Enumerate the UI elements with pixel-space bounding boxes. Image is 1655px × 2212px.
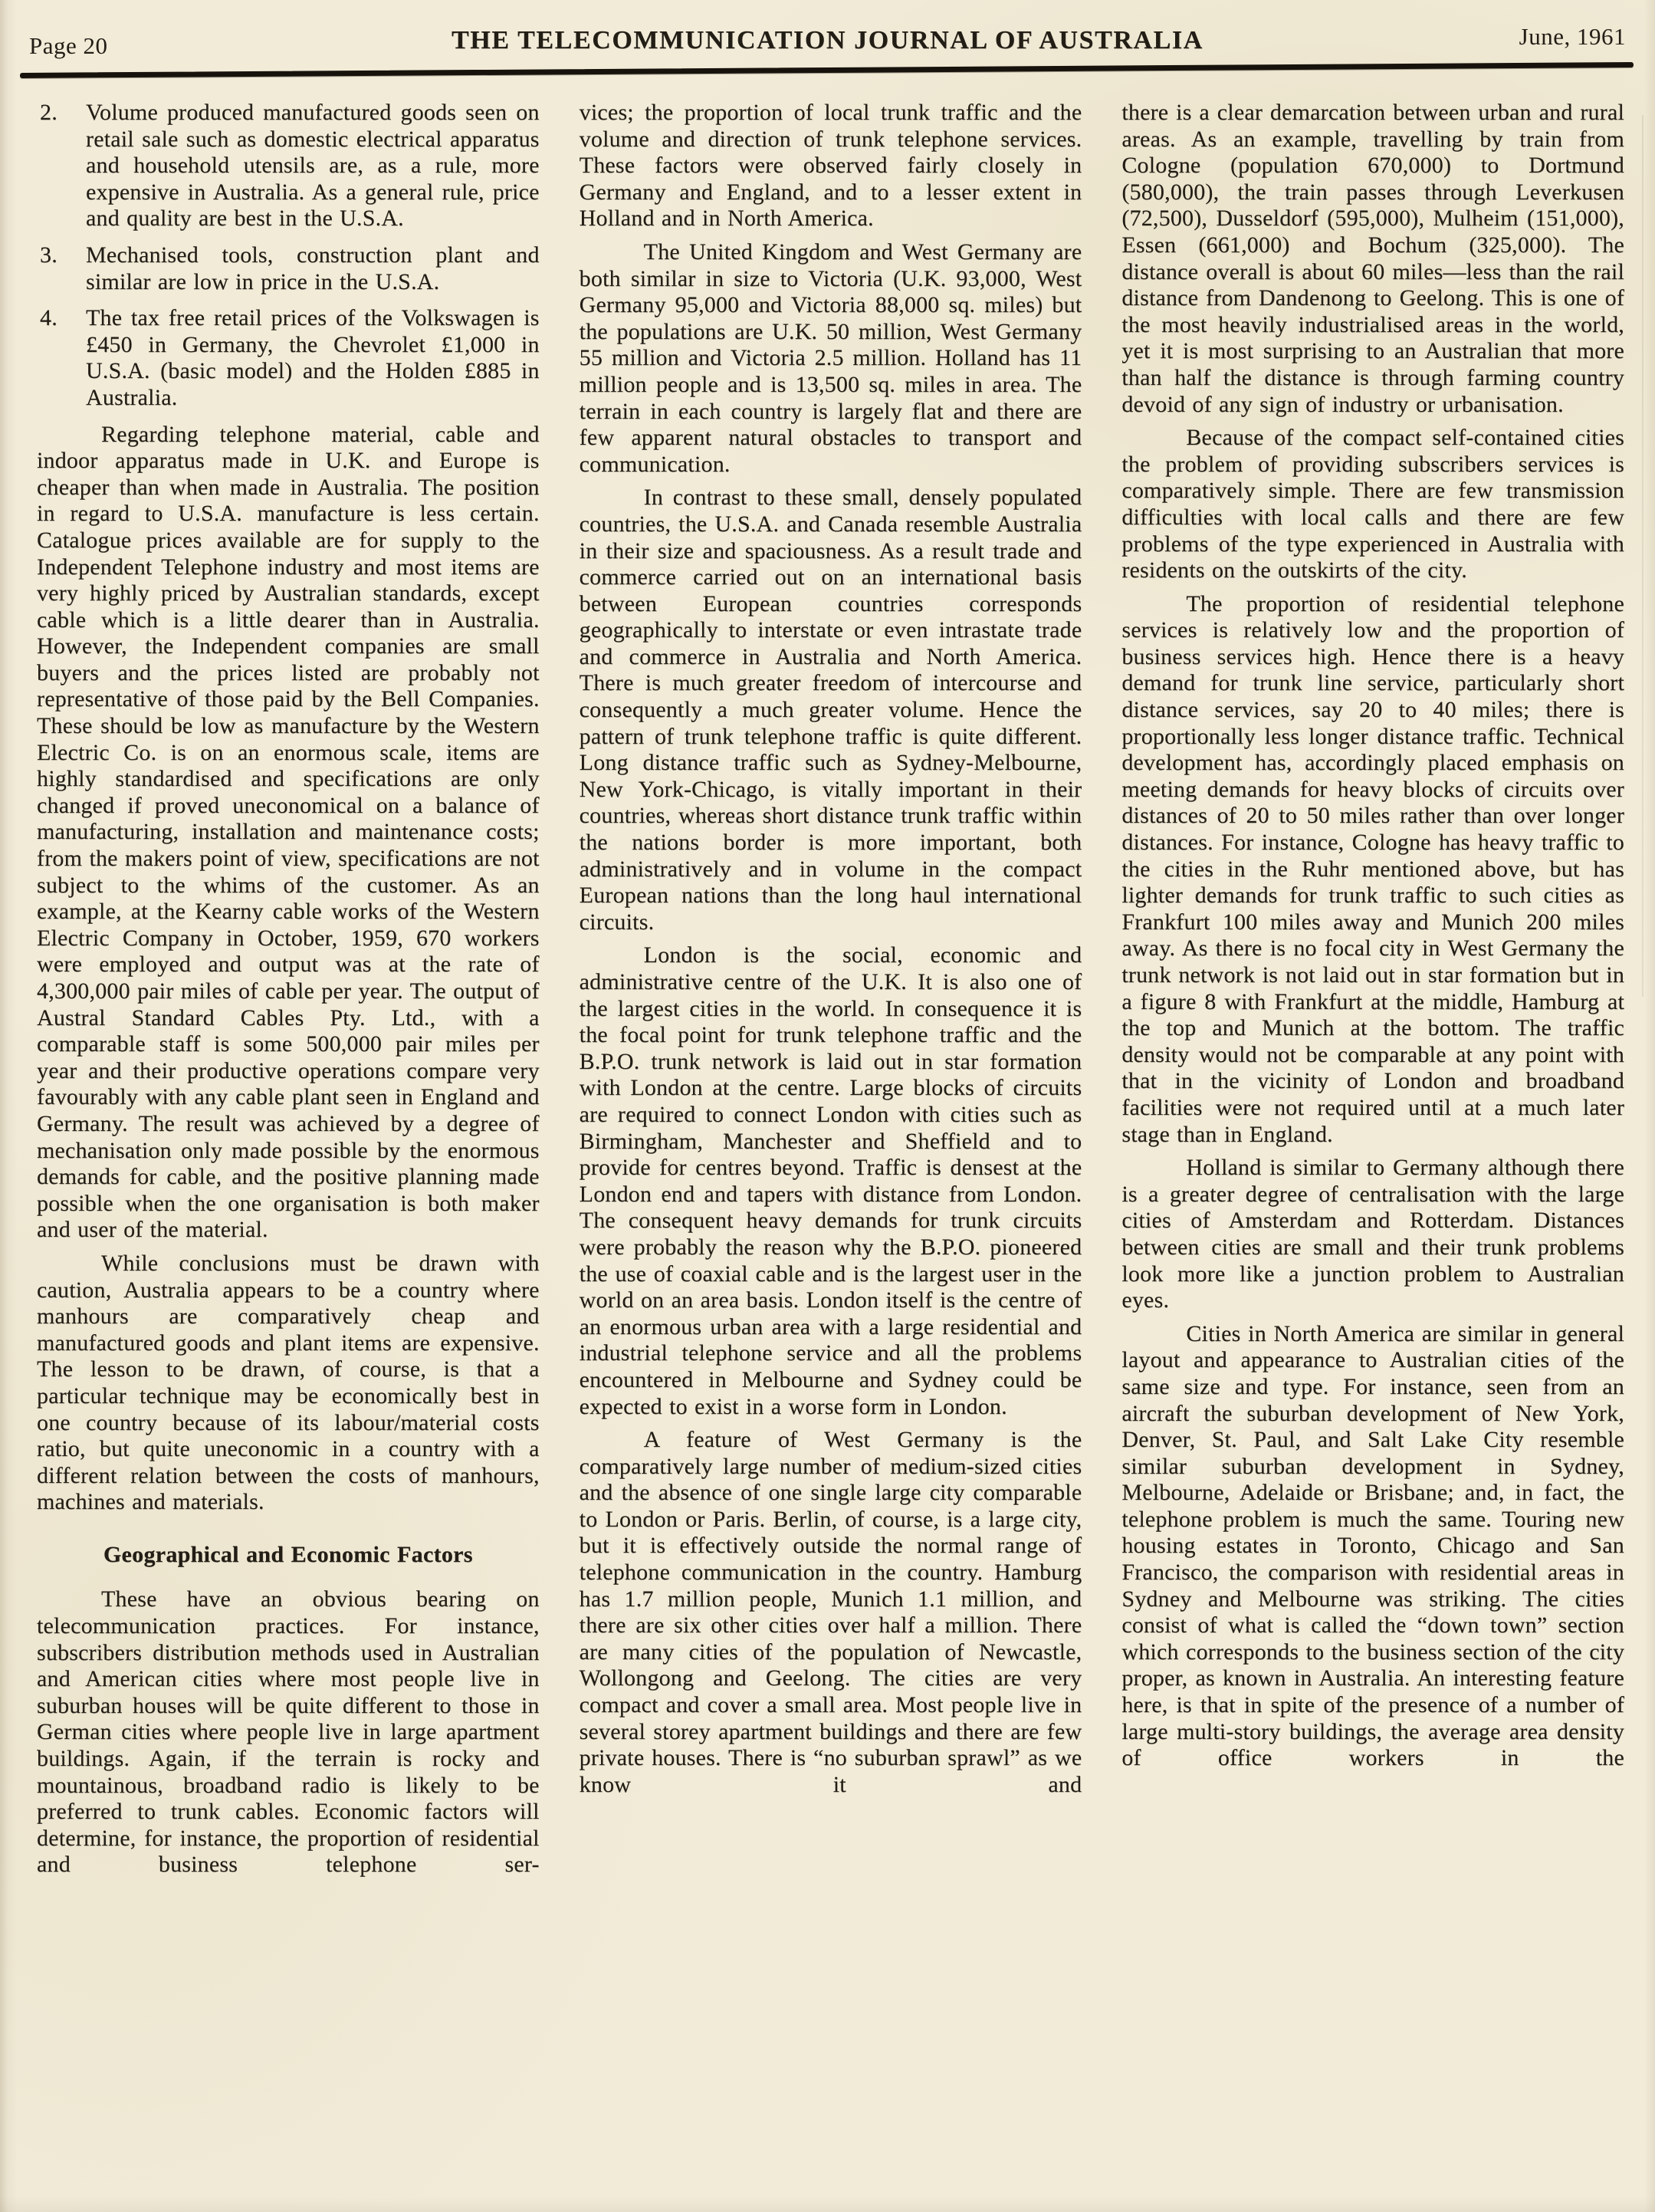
article-body xyxy=(0,83,1655,1885)
paragraph: These have an obvious bearing on telecommunication practices. For instance, subscribers distribution methods used in Australian and American cities where most people live in suburban houses will be quite different to those in German cities where people live in large apartment buildings. Again, if the terrain is rocky and mountainous, broadband radio is likely to be preferred to trunk cables. Economic factors will determine, for instance, the proportion of residential and business telephone ser- xyxy=(37,1586,540,1878)
header-rule xyxy=(20,62,1634,78)
paragraph: Regarding telephone material, cable and indoor apparatus made in U.K. and Europe is cheaper than when made in Australia. The position in regard to U.S.A. manufacture is less certain. Catalogue prices available are for supply to the Independent Telephone industry and most items are very highly priced by Australian standards, except cable which is a little dearer than in Australia. However, the Independent companies are small buyers and the prices listed are probably not representative of those paid by the Bell Companies. These should be low as manufacture by the Western Electric Co. is on an enormous scale, items are highly standardised and specifications are only changed if proved uneconomical on a balance of manufacturing, installation and maintenance costs; from the makers point of view, specifications are not subject to the whims of the customer. As an example, at the Kearny cable works of the Western Electric Company in October, 1959, 670 workers were employed and output was at the rate of 4,300,000 pair miles of cable per year. The output of Austral Standard Cables Pty. Ltd., with a comparable staff is some 500,000 pair miles per year and their productive operations compare very favourably with any cable plant seen in England and Germany. The result was achieved by a degree of mechanisation only made possible by the enormous demands for cable, and the positive planning made possible when the one organisation is both maker and user of the material. xyxy=(37,421,540,1243)
page-header xyxy=(0,0,1655,83)
article-column-1 xyxy=(37,100,540,1885)
paragraph-continuation: vices; the proportion of local trunk traffic and the volume and direction of trunk telephone services. These factors were observed fairly closely in Germany and England, and to a lesser extent in Holland and in North America. xyxy=(579,100,1082,232)
page-number: Page 20 xyxy=(29,32,108,59)
paragraph: Holland is similar to Germany although there is a greater degree of centralisation with the large cities of Amsterdam and Rotterdam. Distances between cities are small and their trunk problems look more like a junction problem to Australian eyes. xyxy=(1121,1155,1625,1313)
item-number: 2. xyxy=(40,100,57,125)
paragraph: Because of the compact self-contained cities the problem of providing subscribers services is comparatively simple. There are few transmission difficulties with local calls and there are few problems of the type experienced in Australia with residents on the outskirts of the city. xyxy=(1121,425,1625,583)
item-text: Volume produced manufactured goods seen on retail sale such as domestic electrical apparatus and household utensils are, as a rule, more expensive in Australia. As a general rule, price and quality are best in the U.S.A. xyxy=(86,100,540,232)
paragraph: The United Kingdom and West Germany are both similar in size to Victoria (U.K. 93,000, West Germany 95,000 and Victoria 88,000 sq. miles) but the populations are U.K. 50 million, West Germany 55 million and Victoria 2.5 million. Holland has 11 million people and is 13,500 sq. miles in area. The terrain in each country is largely flat and there are few apparent natural obstacles to transport and communication. xyxy=(579,238,1082,477)
article-column-3 xyxy=(1121,100,1624,1885)
numbered-item xyxy=(37,242,540,295)
paragraph: The proportion of residential telephone services is relatively low and the proportion of business services high. Hence there is a heavy demand for trunk line service, particularly short distance services, say 20 to 40 miles; there is proportionally less longer distance traffic. Technical development has, accordingly placed emphasis on meeting demands for heavy blocks of circuits over distances of 20 to 50 miles rather than over longer distances. For instance, Cologne has heavy traffic to the cities in the Ruhr mentioned above, but has lighter demands for trunk traffic to such cities as Frankfurt 100 miles away and Munich 200 miles away. As there is no focal city in West Germany the trunk network is not laid out in star formation but in a figure 8 with Frankfurt at the middle, Hamburg at the top and Munich at the bottom. The traffic density would not be comparable at any point with that in the vicinity of London and broadband facilities were not required until at a much later stage than in England. xyxy=(1121,590,1625,1147)
item-text: Mechanised tools, construction plant and similar are low in price in the U.S.A. xyxy=(86,242,540,294)
paragraph: In contrast to these small, densely populated countries, the U.S.A. and Canada resemble Australia in their size and spaciousness. As a result trade and commerce carried out on an international basis between European countries corresponds geographically to interstate or even intrastate trade and commerce in Australia and North America. There is much greater freedom of intercourse and consequently a much greater volume. Hence the pattern of trunk telephone traffic is quite different. Long distance traffic such as Sydney-Melbourne, New York-Chicago, is vitally important in their countries, whereas short distance trunk traffic within the nations border is more important, both administratively and in volume in the compact European nations than the long haul international circuits. xyxy=(579,485,1082,935)
item-text: The tax free retail prices of the Volkswagen is £450 in Germany, the Chevrolet £1,000 in U.S.A. (basic model) and the Holden £885 in Australia. xyxy=(86,305,540,410)
issue-date: June, 1961 xyxy=(1519,23,1626,50)
scan-fold-line xyxy=(1642,115,1644,997)
paragraph: London is the social, economic and administrative centre of the U.K. It is also one of the largest cities in the world. In consequence it is the focal point for trunk telephone traffic and the B.P.O. trunk network is laid out in star formation with London at the centre. Large blocks of circuits are required to connect London with cities such as Birmingham, Manchester and Sheffield and to provide for centres beyond. Traffic is densest at the London end and tapers with distance from London. The consequent heavy demands for trunk circuits were probably the reason why the B.P.O. pioneered the use of coaxial cable and is the largest user in the world on an area basis. London itself is the centre of an enormous urban area with a large residential and industrial telephone service and all the problems encountered in Melbourne and Sydney could be expected to exist in a worse form in London. xyxy=(579,942,1082,1419)
article-column-2 xyxy=(580,100,1082,1885)
numbered-item xyxy=(37,100,540,232)
paragraph: Cities in North America are similar in general layout and appearance to Australian cities of the same size and type. For instance, seen from an aircraft the suburban development of New York, Denver, St. Paul, and Salt Lake City resemble similar suburban development in Sydney, Melbourne, Adelaide or Brisbane; and, in fact, the telephone problem is much the same. Touring new housing estates in Toronto, Chicago and San Francisco, the comparison with residential areas in Sydney and Melbourne was striking. The cities consist of what is called the “down town” section which corresponds to the business section of the city proper, as known in Australia. An interesting feature here, is that in spite of the presence of a number of large multi-story buildings, the average area density of office workers in the xyxy=(1121,1320,1625,1771)
paragraph-continuation: there is a clear demarcation between urban and rural areas. As an example, travelling by train from Cologne (population 670,000) to Dortmund (580,000), the train passes through Leverkusen (72,500), Dusseldorf (595,000), Mulheim (151,000), Essen (661,000) and Bochum (325,000). The distance overall is about 60 miles—less than the rail distance from Dandenong to Geelong. This is one of the most heavily industrialised areas in the world, yet it is most surprising to an Australian that more than half the distance is through farming country devoid of any sign of industry or urbanisation. xyxy=(1121,100,1625,417)
numbered-item xyxy=(37,305,540,411)
item-number: 4. xyxy=(40,305,57,331)
section-heading: Geographical and Economic Factors xyxy=(103,1541,473,1567)
journal-title: THE TELECOMMUNICATION JOURNAL OF AUSTRALIA xyxy=(452,26,1203,54)
paragraph: A feature of West Germany is the comparatively large number of medium-sized cities and the absence of one single large city comparable to London or Paris. Berlin, of course, is a large city, but it is effectively outside the normal range of telephone communication in the country. Hamburg has 1.7 million people, Munich 1.1 million, and there are six other cities over half a million. There are many cities of the population of Newcastle, Wollongong and Geelong. The cities are very compact and cover a small area. Most people live in several storey apartment buildings and there are few private houses. There is “no suburban sprawl” as we know it and xyxy=(579,1427,1082,1797)
paragraph: While conclusions must be drawn with caution, Australia appears to be a country where manhours are comparatively cheap and manufactured goods and plant items are expensive. The lesson to be drawn, of course, is that a particular technique may be economically best in one country because of its labour/material costs ratio, but quite uneconomic in a country with a different relation between the costs of manhours, machines and materials. xyxy=(37,1250,540,1515)
item-number: 3. xyxy=(40,242,57,268)
